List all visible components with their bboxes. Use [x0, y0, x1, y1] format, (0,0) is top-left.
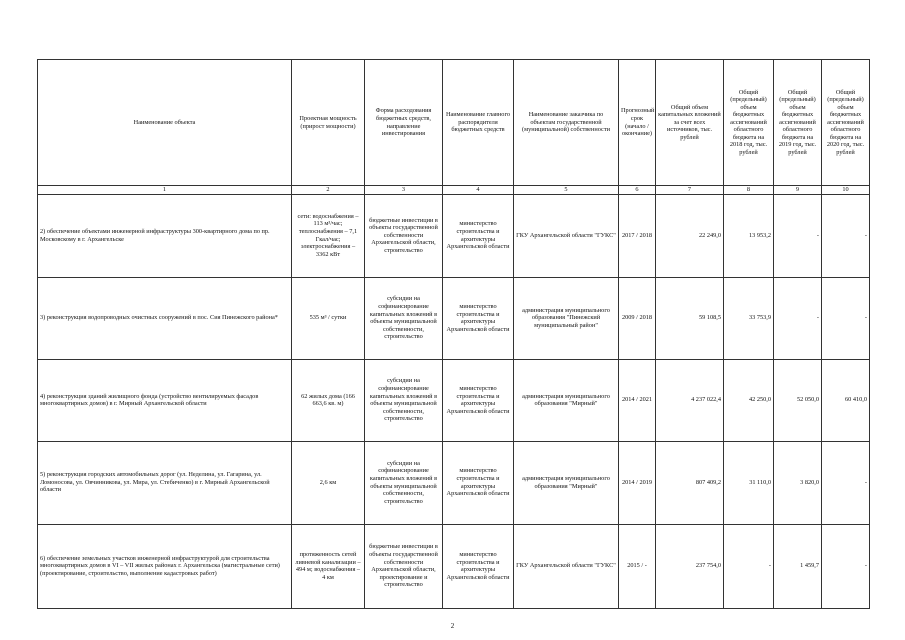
budget-2018: 33 753,9: [724, 277, 774, 359]
total-investment: 22 249,0: [656, 194, 724, 277]
object-name: 4) реконструкция зданий жилищного фонда (устройство вентилируемых фасадов многоквартирных домов) в г. Мирный Архангельской области: [38, 359, 292, 441]
spending-form: бюджетные инвестиции в объекты государственной собственности Архангельской области, проектирование и строительство: [365, 524, 443, 608]
column-number: 10: [822, 186, 870, 195]
budget-2019: 1 459,7: [774, 524, 822, 608]
capacity: 535 м³ / сутки: [292, 277, 365, 359]
capacity: 62 жилых дома (166 663,6 кв. м): [292, 359, 365, 441]
budget-2020: -: [822, 194, 870, 277]
term: 2014 / 2019: [619, 441, 656, 524]
column-number-row: [38, 186, 870, 195]
table-header-row: [38, 60, 870, 186]
header-customer: Наименование заказчика по объектам государственной (муниципальной) собственности: [514, 60, 619, 186]
table-row: [38, 194, 870, 277]
budget-2020: 60 410,0: [822, 359, 870, 441]
table-row: [38, 359, 870, 441]
budget-2020: -: [822, 277, 870, 359]
budget-2018: 31 110,0: [724, 441, 774, 524]
column-number: 8: [724, 186, 774, 195]
budget-2019: 3 820,0: [774, 441, 822, 524]
customer: администрация муниципального образования "Мирный": [514, 441, 619, 524]
customer: ГКУ Архангельской области "ГУКС": [514, 194, 619, 277]
term: 2009 / 2018: [619, 277, 656, 359]
column-number: 9: [774, 186, 822, 195]
distributor: министерство строительства и архитектуры Архангельской области: [443, 277, 514, 359]
header-budget-2020: Общий (предельный) объем бюджетных ассигнований областного бюджета на 2020 год, тыс. рублей: [822, 60, 870, 186]
distributor: министерство строительства и архитектуры Архангельской области: [443, 524, 514, 608]
spending-form: бюджетные инвестиции в объекты государственной собственности Архангельской области, строительство: [365, 194, 443, 277]
column-number: 1: [38, 186, 292, 195]
object-name: 2) обеспечение объектами инженерной инфраструктуры 300-квартирного дома по пр. Московскому в г. Архангельске: [38, 194, 292, 277]
header-total-investment: Общий объем капитальных вложений за счет всех источников, тыс. рублей: [656, 60, 724, 186]
column-number: 6: [619, 186, 656, 195]
page-number: 2: [450, 622, 455, 630]
investment-table: [37, 59, 870, 609]
total-investment: 237 754,0: [656, 524, 724, 608]
header-object-name: Наименование объекта: [38, 60, 292, 186]
table-row: [38, 441, 870, 524]
budget-2020: -: [822, 524, 870, 608]
budget-2018: -: [724, 524, 774, 608]
budget-2019: -: [774, 194, 822, 277]
column-number: 7: [656, 186, 724, 195]
customer: администрация муниципального образования "Мирный": [514, 359, 619, 441]
header-term: Прогнозный срок (начало / окончание): [619, 60, 656, 186]
budget-2019: -: [774, 277, 822, 359]
object-name: 5) реконструкция городских автомобильных дорог (ул. Неделина, ул. Гагарина, ул. Ломоносова, ул. Овчинникова, ул. Мира, ул. Стебиченко) в г. Мирный Архангельской области: [38, 441, 292, 524]
term: 2017 / 2018: [619, 194, 656, 277]
column-number: 3: [365, 186, 443, 195]
customer: ГКУ Архангельской области "ГУКС": [514, 524, 619, 608]
column-number: 4: [443, 186, 514, 195]
distributor: министерство строительства и архитектуры Архангельской области: [443, 359, 514, 441]
capacity: сети: водоснабжения – 113 м³/час; теплоснабжения – 7,1 Гкал/час; электроснабжения – 3362 кВт: [292, 194, 365, 277]
term: 2015 / -: [619, 524, 656, 608]
capacity: протяженность сетей ливневой канализации – 494 м; водоснабжения – 4 км: [292, 524, 365, 608]
capacity: 2,6 км: [292, 441, 365, 524]
budget-2018: 13 953,2: [724, 194, 774, 277]
table-row: [38, 277, 870, 359]
budget-2020: -: [822, 441, 870, 524]
header-distributor: Наименование главного распорядителя бюджетных средств: [443, 60, 514, 186]
total-investment: 807 409,2: [656, 441, 724, 524]
total-investment: 59 108,5: [656, 277, 724, 359]
budget-2018: 42 250,0: [724, 359, 774, 441]
term: 2014 / 2021: [619, 359, 656, 441]
column-number: 5: [514, 186, 619, 195]
spending-form: субсидии на софинансирование капитальных вложений в объекты муниципальной собственности, строительство: [365, 441, 443, 524]
header-capacity: Проектная мощность (прирост мощности): [292, 60, 365, 186]
table-row: [38, 524, 870, 608]
spending-form: субсидии на софинансирование капитальных вложений в объекты муниципальной собственности, строительство: [365, 277, 443, 359]
distributor: министерство строительства и архитектуры Архангельской области: [443, 194, 514, 277]
distributor: министерство строительства и архитектуры Архангельской области: [443, 441, 514, 524]
total-investment: 4 237 022,4: [656, 359, 724, 441]
object-name: 6) обеспечение земельных участков инженерной инфраструктурой для строительства многоквартирных домов в VI – VII жилых районах г. Архангельска (магистральные сети) (проектирование, строительство, выполнение кадастровых работ): [38, 524, 292, 608]
budget-2019: 52 050,0: [774, 359, 822, 441]
column-number: 2: [292, 186, 365, 195]
header-spending-form: Форма расходования бюджетных средств, направление инвестирования: [365, 60, 443, 186]
customer: администрация муниципального образования "Пинежский муниципальный район": [514, 277, 619, 359]
object-name: 3) реконструкция водопроводных очистных сооружений в пос. Сия Пинежского района*: [38, 277, 292, 359]
spending-form: субсидии на софинансирование капитальных вложений в объекты муниципальной собственности, строительство: [365, 359, 443, 441]
header-budget-2019: Общий (предельный) объем бюджетных ассигнований областного бюджета на 2019 год, тыс. рублей: [774, 60, 822, 186]
header-budget-2018: Общий (предельный) объем бюджетных ассигнований областного бюджета на 2018 год, тыс. рублей: [724, 60, 774, 186]
